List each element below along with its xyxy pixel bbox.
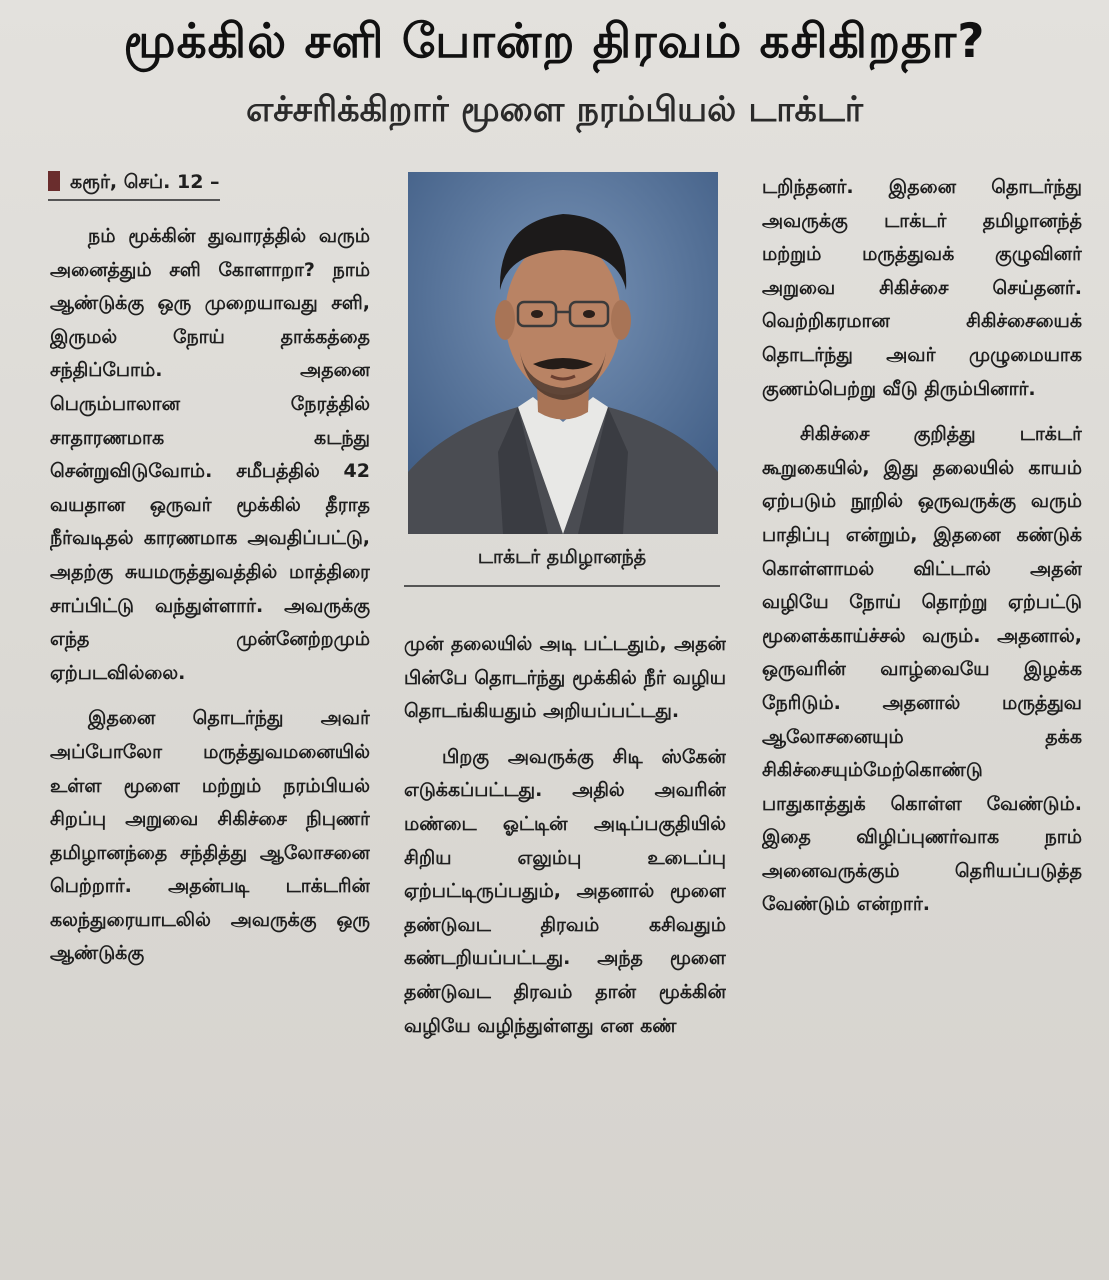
paragraph: சிகிச்சை குறித்து டாக்டர் கூறுகையில், இது தலையில் காயம் ஏற்படும் நூறில் ஒருவருக்கு வரும் பாதிப்பு என்றும், இதனை கண்டுக் கொள்ளாமல் விட்டால் அதன் வழியே நோய் தொற்று ஏற்பட்டு மூளைக்காய்ச்சல் வரும். அதனால், ஒருவரின் வாழ்வையே இழக்க நேரிடும். அதனால் மருத்துவ ஆலோசனையும் தக்க சிகிச்சையும்மேற்கொண்டு பாதுகாத்துக் கொள்ள வேண்டும். இதை விழிப்புணர்வாக நாம் அனைவருக்கும் தெரியப்படுத்த வேண்டும் என்றார்.: [762, 423, 1082, 916]
paragraph: முன் தலையில் அடி பட்டதும், அதன் பின்பே தொடர்ந்து மூக்கில் நீர் வழிய தொடங்கியதும் அறியப்பட்டது.: [404, 633, 726, 723]
paragraph: டறிந்தனர். இதனை தொடர்ந்து அவருக்கு டாக்டர் தமிழானந்த் மற்றும் மருத்துவக் குழுவினர் அறுவை சிகிச்சை செய்தனர். வெற்றிகரமான சிகிச்சையைக் தொடர்ந்து அவர் முழுமையாக குணம்பெற்று வீடு திரும்பினார்.: [762, 176, 1082, 400]
paragraph: இதனை தொடர்ந்து அவர் அப்போலோ மருத்துவமனையில் உள்ள மூளை மற்றும் நரம்பியல் சிறப்பு அறுவை சிகிச்சை நிபுணர் தமிழானந்தை சந்தித்து ஆலோசனை பெற்றார். அதன்படி டாக்டரின் கலந்துரையாடலில் அவருக்கு ஒரு ஆண்டுக்கு: [50, 707, 370, 965]
paragraph: பிறகு அவருக்கு சிடி ஸ்கேன் எடுக்கப்பட்டது. அதில் அவரின் மண்டை ஓட்டின் அடிப்பகுதியில் சிறிய எலும்பு உடைப்பு ஏற்பட்டிருப்பதும், அதனால் மூளை தண்டுவட திரவம் கசிவதும் கண்டறியப்பட்டது. அந்த மூளை தண்டுவட திரவம் தான் மூக்கின் வழியே வழிந்துள்ளது என கண்: [404, 745, 726, 1037]
article-column-1: [50, 220, 370, 1270]
paragraph: நம் மூக்கின் துவாரத்தில் வரும் அனைத்தும் சளி கோளாறா? நாம் ஆண்டுக்கு ஒரு முறையாவது சளி, இருமல் நோய் தாக்கத்தை சந்திப்போம். அதனை பெரும்பாலான நேரத்தில் சாதாரணமாக கடந்து சென்றுவிடுவோம். சமீபத்தில் 42 வயதான ஒருவர் மூக்கில் தீராத நீர்வடிதல் காரணமாக அவதிப்பட்டு, அதற்கு சுயமருத்துவத்தில் மாத்திரை சாப்பிட்டு வந்துள்ளார். அவருக்கு எந்த முன்னேற்றமும் ஏற்படவில்லை.: [50, 225, 370, 684]
subheadline: எச்சரிக்கிறார் மூளை நரம்பியல் டாக்டர்: [245, 90, 864, 130]
dateline: [48, 171, 220, 201]
bullet-icon: [48, 171, 60, 191]
article-column-3: [762, 171, 1082, 1271]
dateline-text: கரூர், செப். 12 –: [70, 171, 220, 193]
headline: மூக்கில் சளி போன்ற திரவம் கசிகிறதா?: [123, 14, 986, 69]
doctor-portrait-image: [408, 172, 718, 534]
photo-caption: டாக்டர் தமிழானந்த்: [404, 546, 720, 587]
doctor-photo: [408, 172, 718, 534]
article-column-2: [404, 628, 726, 1268]
